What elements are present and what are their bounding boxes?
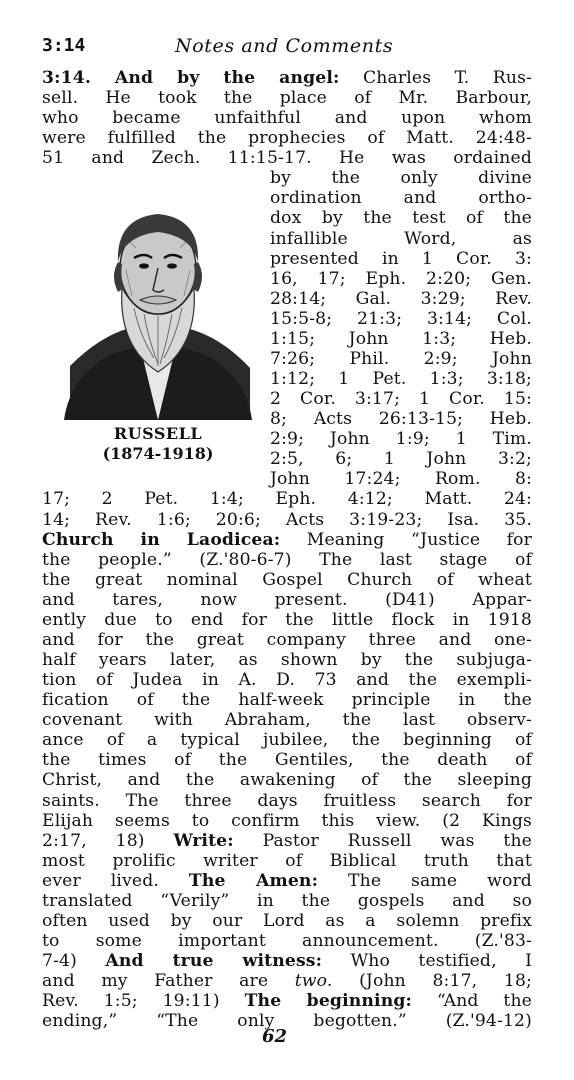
text-line [42, 951, 532, 971]
text-line [42, 891, 532, 911]
text-line [270, 208, 532, 228]
text-line [42, 630, 532, 650]
text-line [42, 911, 532, 931]
text-run: half years later, as shown by the subjuga- [42, 650, 532, 670]
text-line [270, 429, 532, 449]
text-line [42, 610, 532, 630]
text-run: and tares, now present. (D41) Appar- [42, 590, 532, 610]
text-line [270, 389, 532, 409]
text-line [270, 409, 532, 429]
russell-portrait [60, 196, 256, 420]
text-line [270, 369, 532, 389]
text-run: 8; Acts 26:13-15; Heb. [270, 409, 532, 429]
text-run: Who testified, I [350, 951, 533, 971]
bold-heading-run: The beginning: [244, 991, 413, 1011]
text-run: covenant with Abraham, the last observ- [42, 710, 532, 730]
text-run: to some important announcement. (Z.'83- [42, 931, 532, 951]
text-run: 1:12; 1 Pet. 1:3; 3:18; [270, 369, 532, 389]
text-line [42, 68, 532, 88]
text-run: Meaning “Justice for [306, 530, 532, 550]
text-run: tion of Judea in A. D. 73 and the exempli- [42, 670, 532, 690]
text-line [42, 108, 532, 128]
text-run: ently due to end for the little flock in 1918 [42, 610, 532, 630]
text-line [270, 349, 532, 369]
running-title: Notes and Comments [175, 35, 394, 57]
italic-run: two. [294, 971, 333, 991]
text-line [270, 249, 532, 269]
text-run: and for the great company three and one- [42, 630, 532, 650]
bold-heading-run: 3:14. And by the angel: [42, 68, 340, 88]
text-line [270, 449, 532, 469]
text-run: 17; 2 Pet. 1:4; Eph. 4:12; Matt. 24: [42, 489, 532, 509]
text-line [42, 128, 532, 148]
text-line [42, 550, 532, 570]
text-run: sell. He took the place of Mr. Barbour, [42, 88, 532, 108]
text-run: 7:26; Phil. 2:9; John [270, 349, 532, 369]
text-line [270, 309, 532, 329]
text-run: 28:14; Gal. 3:29; Rev. [270, 289, 532, 309]
text-line [42, 489, 532, 509]
text-run: John 17:24; Rom. 8: [270, 469, 532, 489]
text-run: the great nominal Gospel Church of wheat [42, 570, 532, 590]
text-run: were fulfilled the prophecies of Matt. 24:48- [42, 128, 532, 148]
text-run: Rev. 1:5; 19:11) [42, 991, 220, 1011]
text-run: 2:5, 6; 1 John 3:2; [270, 449, 532, 469]
text-line [42, 750, 532, 770]
bold-heading-run: And true witness: [105, 951, 323, 971]
text-line [270, 329, 532, 349]
text-line [42, 148, 532, 168]
text-run: “And the [436, 991, 533, 1011]
text-run: ending,” “The only begotten.” (Z.'94-12) [42, 1011, 532, 1031]
text-run: by the only divine [270, 168, 532, 188]
text-run: 2 Cor. 3:17; 1 Cor. 15: [270, 389, 532, 409]
text-line [270, 289, 532, 309]
text-line [42, 650, 532, 670]
text-run: saints. The three days fruitless search for [42, 791, 532, 811]
text-line [42, 991, 532, 1011]
bold-heading-run: Write: [173, 831, 234, 851]
text-run: the times of the Gentiles, the death of [42, 750, 532, 770]
bold-heading-run: Church in Laodicea: [42, 530, 281, 550]
text-line [270, 269, 532, 289]
text-line [42, 510, 532, 530]
text-run: (John 8:17, 18; [359, 971, 532, 991]
text-line [42, 791, 532, 811]
text-line [42, 710, 532, 730]
text-line [42, 690, 532, 710]
text-line [42, 811, 532, 831]
text-line [42, 530, 532, 550]
text-run: the people.” (Z.'80-6-7) The last stage of [42, 550, 532, 570]
portrait-caption-years: (1874-1918) [102, 444, 214, 463]
text-line [270, 168, 532, 188]
text-line [42, 831, 532, 851]
text-run: The same word [347, 871, 532, 891]
text-run: translated “Verily” in the gospels and so [42, 891, 532, 911]
text-line [42, 670, 532, 690]
chapter-verse-ref: 3:14 [42, 35, 86, 56]
text-run: 7-4) [42, 951, 77, 971]
text-line [42, 570, 532, 590]
text-line [270, 469, 532, 489]
text-run: who became unfaithful and upon whom [42, 108, 532, 128]
text-line [42, 770, 532, 790]
text-run: 15:5-8; 21:3; 3:14; Col. [270, 309, 532, 329]
page-number: 62 [262, 1026, 288, 1047]
text-run: dox by the test of the [270, 208, 532, 228]
text-run: most prolific writer of Biblical truth that [42, 851, 532, 871]
text-line [42, 871, 532, 891]
portrait-caption-name: RUSSELL [113, 424, 203, 443]
text-line [42, 971, 532, 991]
text-line [42, 590, 532, 610]
text-run: 2:9; John 1:9; 1 Tim. [270, 429, 532, 449]
text-line [42, 88, 532, 108]
text-line [270, 229, 532, 249]
text-run: ordination and ortho- [270, 188, 532, 208]
text-run: Charles T. Rus- [362, 68, 533, 88]
text-line [270, 188, 532, 208]
text-run: fication of the half-week principle in the [42, 690, 532, 710]
text-run: 2:17, 18) [42, 831, 145, 851]
text-run: 14; Rev. 1:6; 20:6; Acts 3:19-23; Isa. 35. [42, 510, 532, 530]
bold-heading-run: The Amen: [188, 871, 319, 891]
text-run: ever lived. [42, 871, 160, 891]
text-run: ance of a typical jubilee, the beginning of [42, 730, 532, 750]
text-run: infallible Word, as [270, 229, 532, 249]
text-run: 16, 17; Eph. 2:20; Gen. [270, 269, 532, 289]
text-line [42, 931, 532, 951]
text-line [42, 851, 532, 871]
text-run: and my Father are [42, 971, 269, 991]
text-run: Elijah seems to confirm this view. (2 Kings [42, 811, 532, 831]
text-run: presented in 1 Cor. 3: [270, 249, 532, 269]
text-run: often used by our Lord as a solemn prefix [42, 911, 532, 931]
text-run: Pastor Russell was the [262, 831, 533, 851]
text-run: 1:15; John 1:3; Heb. [270, 329, 532, 349]
text-run: Christ, and the awakening of the sleeping [42, 770, 532, 790]
text-run: 51 and Zech. 11:15-17. He was ordained [42, 148, 532, 168]
text-line [42, 730, 532, 750]
